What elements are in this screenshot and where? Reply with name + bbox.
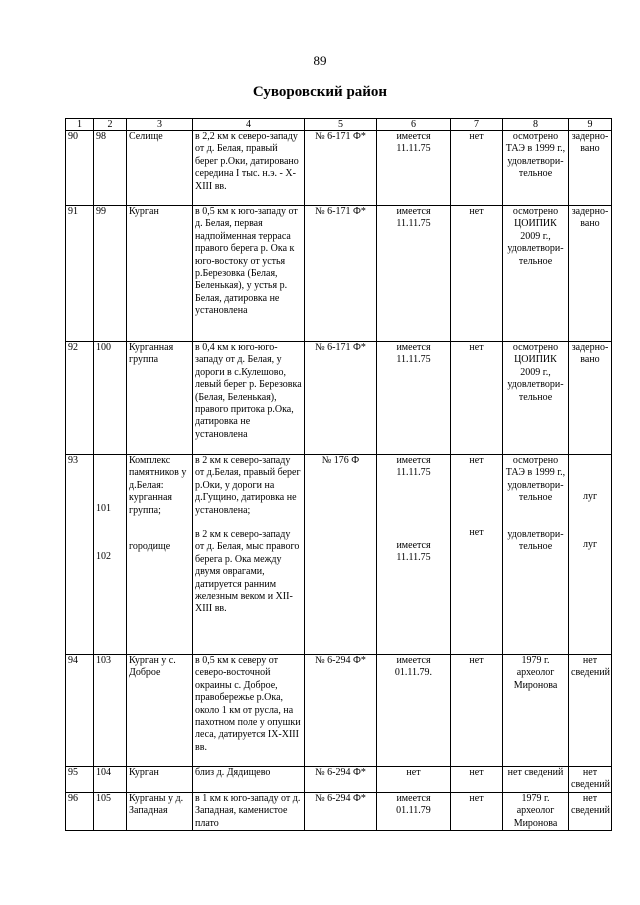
decision-number: № 6-171 Ф* [305, 206, 377, 342]
passport-status: имеется 11.11.75 [396, 539, 431, 564]
passport-status: имеется 11.11.75 [396, 455, 431, 479]
column-header: 9 [569, 119, 612, 131]
object-name: Курганная группа [127, 342, 193, 455]
location-description: в 1 км к юго-западу от д. Западная, каменистое плато [193, 792, 305, 830]
row-number: 96 [66, 792, 94, 830]
row-number: 91 [66, 206, 94, 342]
column-header: 7 [451, 119, 503, 131]
object-number: 100 [94, 342, 127, 455]
object-name: Селище [127, 131, 193, 206]
row-number: 94 [66, 655, 94, 767]
passport-status: имеется 01.11.79. [377, 655, 451, 767]
inspection-info: осмотрено ТАЭ в 1999 г., удовлетвори-тельное [503, 131, 569, 206]
row-number: 90 [66, 131, 94, 206]
passport-status: имеется 01.11.79 [377, 792, 451, 830]
column-number-row [66, 119, 612, 131]
inspection-info: осмотрено ТАЭ в 1999 г., удовлетвори-тельное [505, 455, 566, 504]
object-number: 99 [94, 206, 127, 342]
column-header: 6 [377, 119, 451, 131]
passport-status: имеется 11.11.75 [377, 131, 451, 206]
object-name: Курган [127, 206, 193, 342]
site-condition: задерно-вано [569, 131, 612, 206]
column-header: 4 [193, 119, 305, 131]
boundaries-status: нет [451, 342, 503, 455]
object-number: 98 [94, 131, 127, 206]
location-description: близ д. Дядищево [193, 767, 305, 793]
table-row [66, 455, 612, 655]
inspection-info: нет сведений [503, 767, 569, 793]
table-row [66, 206, 612, 342]
row-number: 93 [66, 455, 94, 655]
boundaries-status-cell [451, 455, 503, 655]
page-title: Суворовский район [252, 84, 388, 100]
table-row [66, 655, 612, 767]
object-name: курганная группа; [129, 492, 172, 516]
passport-status: имеется 11.11.75 [377, 206, 451, 342]
location-description-cell [193, 455, 305, 655]
object-name: Курган у с. Доброе [127, 655, 193, 767]
inspection-info: удовлетвори-тельное [507, 528, 564, 553]
site-condition: луг [582, 539, 598, 551]
site-condition: нет сведений [569, 767, 612, 793]
decision-number: № 6-171 Ф* [305, 131, 377, 206]
object-number: 103 [94, 655, 127, 767]
passport-status: имеется 11.11.75 [377, 342, 451, 455]
location-description: в 2 км к северо-западу от д. Белая, мыс правого берега р. Ока между двумя оврагами, датируется ранним железным веком и XII-XIII вв. [195, 529, 300, 615]
table-row [66, 342, 612, 455]
column-header: 8 [503, 119, 569, 131]
column-header: 2 [94, 119, 127, 131]
column-header: 1 [66, 119, 94, 131]
object-number: 105 [94, 792, 127, 830]
inspection-info: 1979 г. археолог Миронова [503, 792, 569, 830]
page-number: 89 [313, 53, 327, 68]
boundaries-status: нет [469, 527, 484, 539]
boundaries-status: нет [451, 792, 503, 830]
column-header: 5 [305, 119, 377, 131]
table-row [66, 792, 612, 830]
object-number: 102 [96, 551, 111, 563]
boundaries-status: нет [451, 131, 503, 206]
decision-number: № 6-294 Ф* [305, 655, 377, 767]
passport-status-cell [377, 455, 451, 655]
boundaries-status: нет [469, 455, 484, 466]
location-description: в 0,5 км к северу от северо-восточной окраины с. Доброе, правобережье р.Ока, около 1 км от русла, на пахотном поле у опушки леса, датируется IX-XIII вв. [193, 655, 305, 767]
object-name: Курганы у д. Западная [127, 792, 193, 830]
site-condition: нет сведений [569, 792, 612, 830]
location-description: в 0,4 км к юго-юго-западу от д. Белая, у дороги в с.Кулешово, левый берег р. Березовка (Белая, Беленькая), правого притока р.Ока, датировка не установлена [193, 342, 305, 455]
object-number: 104 [94, 767, 127, 793]
table-row [66, 767, 612, 793]
object-number: 101 [96, 503, 111, 514]
boundaries-status: нет [451, 655, 503, 767]
decision-number: № 6-171 Ф* [305, 342, 377, 455]
column-header: 3 [127, 119, 193, 131]
decision-number: № 6-294 Ф* [305, 767, 377, 793]
object-name: городище [129, 541, 171, 553]
row-number: 92 [66, 342, 94, 455]
inspection-info-cell [503, 455, 569, 655]
object-name-cell [127, 455, 193, 655]
decision-number: № 6-294 Ф* [305, 792, 377, 830]
boundaries-status: нет [451, 767, 503, 793]
row-number: 95 [66, 767, 94, 793]
table-row [66, 131, 612, 206]
inspection-info: осмотрено ЦОИПИК 2009 г., удовлетвори-тельное [503, 342, 569, 455]
decision-number: № 176 Ф [305, 455, 377, 655]
location-description: в 2 км к северо-западу от д.Белая, правый берег р.Оки, у дороги на д.Гущино, датировка не установлена; [195, 455, 301, 516]
site-condition: нет сведений [569, 655, 612, 767]
object-name: Курган [127, 767, 193, 793]
location-description: в 0,5 км к юго-западу от д. Белая, первая надпойменная терраса правого берега р. Ока к юго-востоку от устья р.Березовка (Белая, Беленькая), у устья р. Белая, датировка не установлена [193, 206, 305, 342]
location-description: в 2,2 км к северо-западу от д. Белая, правый берег р.Оки, датировано серединa I тыс. н.э. - X-XIII вв. [193, 131, 305, 206]
boundaries-status: нет [451, 206, 503, 342]
site-condition: луг [582, 491, 598, 502]
complex-name: Комплекс памятников у д.Белая: [129, 455, 187, 491]
inspection-info: осмотрено ЦОИПИК 2009 г., удовлетвори-тельное [503, 206, 569, 342]
site-condition: задерно-вано [569, 206, 612, 342]
object-number-cell [94, 455, 127, 655]
monuments-table [65, 118, 612, 831]
site-condition: задерно-вано [569, 342, 612, 455]
passport-status: нет [377, 767, 451, 793]
site-condition-cell [569, 455, 612, 655]
inspection-info: 1979 г. археолог Миронова [503, 655, 569, 767]
